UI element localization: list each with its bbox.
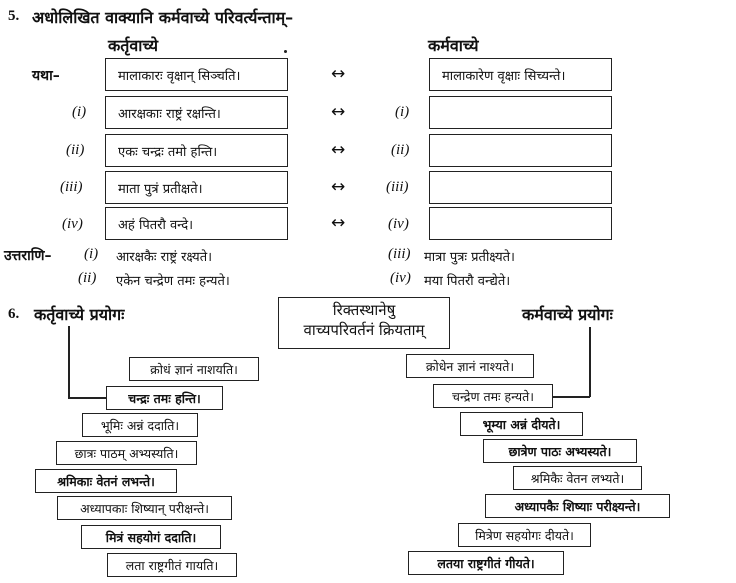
answer-label-i: (i) bbox=[84, 246, 99, 262]
example-passive-box bbox=[429, 58, 612, 91]
center-title-box bbox=[278, 297, 450, 349]
passive-answer-box-iv[interactable] bbox=[429, 207, 612, 240]
dot-mark bbox=[284, 50, 287, 53]
passive-sentence-box bbox=[485, 494, 670, 518]
example-passive-text: मालाकारेण वृक्षाः सिच्यन्ते। bbox=[442, 68, 566, 84]
left-connector-vertical bbox=[68, 326, 70, 398]
right-connector-vertical bbox=[589, 327, 591, 397]
active-sentence: श्रमिकाः वेतनं लभन्ते। bbox=[57, 473, 155, 489]
row-label-ii: (ii) bbox=[66, 142, 85, 158]
active-sentence: भूमिः अन्नं ददाति। bbox=[100, 417, 180, 433]
answer-label-iv: (iv) bbox=[390, 270, 411, 286]
active-voice-header: कर्तृवाच्ये bbox=[108, 36, 159, 55]
question-5-instruction: अधोलिखित वाक्यानि कर्मवाच्ये परिवर्त्यन्ताम्– bbox=[32, 8, 294, 27]
active-sentence: लता राष्ट्रगीतं गायति। bbox=[125, 557, 219, 573]
right-connector-horizontal bbox=[553, 396, 590, 398]
row-label-i-right: (i) bbox=[395, 104, 410, 120]
example-label: यथा– bbox=[32, 68, 60, 84]
row-label-ii-right: (ii) bbox=[391, 142, 410, 158]
active-sentence: मित्रं सहयोगं ददाति। bbox=[105, 529, 197, 545]
answer-text-iv: मया पितरौ वन्द्येते। bbox=[424, 274, 511, 289]
active-text-ii: एकः चन्द्रः तमो हन्ति। bbox=[118, 144, 218, 160]
answer-text-ii: एकेन चन्द्रेण तमः हन्यते। bbox=[116, 274, 230, 289]
active-sentence-box bbox=[107, 553, 237, 577]
active-box-ii bbox=[105, 134, 288, 167]
passive-answer-box-i[interactable] bbox=[429, 96, 612, 129]
passive-sentence: श्रमिकैः वेतन लभ्यते। bbox=[530, 470, 625, 486]
row-label-iv: (iv) bbox=[62, 216, 83, 232]
center-title-line-1: रिक्तस्थानेषु bbox=[332, 301, 396, 319]
active-box-i bbox=[105, 96, 288, 129]
passive-sentence-box bbox=[513, 466, 642, 490]
active-sentence: क्रोधं ज्ञानं नाशयति। bbox=[150, 361, 238, 377]
passive-sentence-box bbox=[483, 439, 637, 463]
bidirectional-arrow-icon: ↔ bbox=[331, 64, 346, 84]
answer-text-i: आरक्षकैः राष्ट्रं रक्ष्यते। bbox=[116, 250, 213, 265]
passive-sentence-box bbox=[458, 523, 591, 547]
question-5-number: 5. bbox=[8, 8, 20, 24]
passive-sentence-box bbox=[408, 551, 564, 575]
active-sentence-box bbox=[56, 441, 197, 465]
active-text-iv: अहं पितरौ वन्दे। bbox=[118, 217, 194, 233]
active-sentence: छात्रः पाठम् अभ्यस्यति। bbox=[74, 445, 179, 461]
passive-sentence-box bbox=[406, 354, 534, 378]
row-label-iii-right: (iii) bbox=[386, 179, 409, 195]
passive-sentence: चन्द्रेण तमः हन्यते। bbox=[452, 388, 534, 404]
passive-sentence: छात्रेण पाठः अभ्यस्यते। bbox=[508, 443, 612, 459]
example-active-box bbox=[105, 58, 288, 91]
left-connector-horizontal bbox=[68, 397, 106, 399]
answers-label: उत्तराणि– bbox=[4, 248, 52, 264]
active-sentence-box bbox=[81, 525, 221, 549]
passive-answer-box-iii[interactable] bbox=[429, 171, 612, 204]
active-sentence-box bbox=[82, 413, 198, 437]
answer-text-iii: मात्रा पुत्रः प्रतीक्ष्यते। bbox=[424, 250, 515, 265]
bidirectional-arrow-icon: ↔ bbox=[331, 140, 346, 160]
answer-label-iii: (iii) bbox=[388, 246, 411, 262]
active-usage-header: कर्तृवाच्ये प्रयोगः bbox=[34, 305, 125, 324]
active-sentence-box bbox=[106, 386, 223, 410]
active-box-iii bbox=[105, 171, 288, 204]
passive-sentence-box bbox=[460, 412, 583, 436]
passive-sentence: भूम्या अन्नं दीयते। bbox=[482, 416, 561, 432]
passive-voice-header: कर्मवाच्ये bbox=[428, 36, 479, 55]
passive-usage-header: कर्मवाच्ये प्रयोगः bbox=[522, 305, 613, 324]
passive-sentence-box bbox=[433, 384, 553, 408]
bidirectional-arrow-icon: ↔ bbox=[331, 177, 346, 197]
row-label-iv-right: (iv) bbox=[388, 216, 409, 232]
passive-answer-box-ii[interactable] bbox=[429, 134, 612, 167]
passive-sentence: अध्यापकैः शिष्याः परीक्ष्यन्ते। bbox=[514, 498, 641, 514]
active-sentence-box bbox=[35, 469, 177, 493]
active-text-iii: माता पुत्रं प्रतीक्षते। bbox=[118, 181, 203, 197]
bidirectional-arrow-icon: ↔ bbox=[331, 102, 346, 122]
question-6-number: 6. bbox=[8, 306, 20, 322]
active-box-iv bbox=[105, 207, 288, 240]
active-sentence-box bbox=[57, 496, 232, 520]
active-text-i: आरक्षकाः राष्ट्रं रक्षन्ति। bbox=[118, 106, 221, 122]
passive-sentence: लतया राष्ट्रगीतं गीयते। bbox=[437, 555, 535, 571]
row-label-i: (i) bbox=[72, 104, 87, 120]
active-sentence-box bbox=[129, 357, 259, 381]
example-active-text: मालाकारः वृक्षान् सिञ्चति। bbox=[118, 68, 241, 84]
passive-sentence: क्रोधेन ज्ञानं नाश्यते। bbox=[425, 358, 515, 374]
passive-sentence: मित्रेण सहयोगः दीयते। bbox=[475, 527, 574, 543]
answer-label-ii: (ii) bbox=[78, 270, 97, 286]
center-title-line-2: वाच्यपरिवर्तनं क्रियताम् bbox=[303, 321, 425, 339]
active-sentence: चन्द्रः तमः हन्ति। bbox=[128, 390, 201, 406]
row-label-iii: (iii) bbox=[60, 179, 83, 195]
active-sentence: अध्यापकाः शिष्यान् परीक्षन्ते। bbox=[80, 500, 209, 516]
bidirectional-arrow-icon: ↔ bbox=[331, 213, 346, 233]
